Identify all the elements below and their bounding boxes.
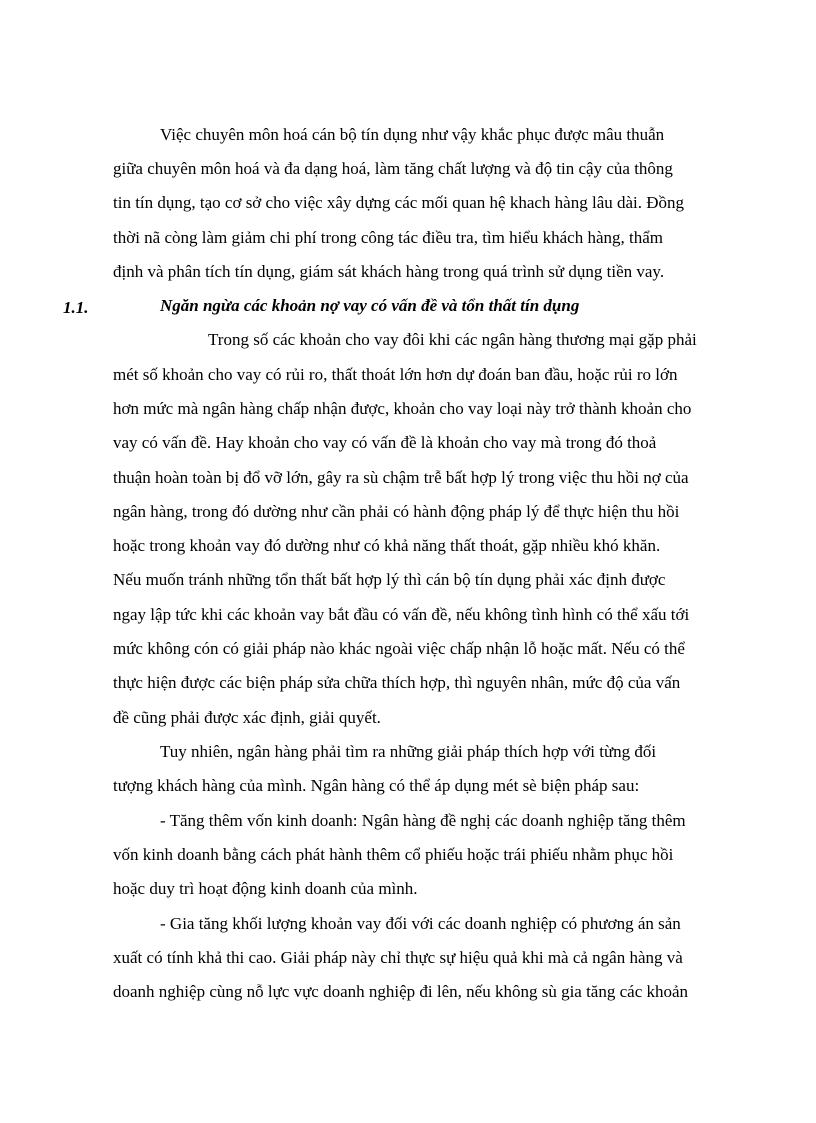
- paragraph-line: doanh nghiệp cùng nỗ lực vực doanh nghiệp đi lên, nếu không sù gia tăng các khoản: [113, 982, 689, 1001]
- paragraph-line: mét số khoản cho vay có rủi ro, thất thoát lớn hơn dự đoán ban đầu, hoặc rủi ro lớn: [113, 365, 678, 384]
- paragraph-line: xuất có tính khả thi cao. Giải pháp này chỉ thực sự hiệu quả khi mà cả ngân hàng và: [113, 948, 683, 967]
- paragraph-line: thuận hoàn toàn bị đổ vỡ lớn, gây ra sù chậm trễ bất hợp lý trong việc thu hồi nợ của: [113, 468, 689, 487]
- paragraph-line: giữa chuyên môn hoá và đa dạng hoá, làm tăng chất lượng và độ tin cậy của thông: [113, 159, 673, 178]
- paragraph-line: Trong số các khoản cho vay đôi khi các ngân hàng thương mại gặp phải: [208, 330, 697, 349]
- paragraph-line: vay có vấn đề. Hay khoản cho vay có vấn đề là khoản cho vay mà trong đó thoả: [113, 433, 657, 452]
- paragraph-line: mức không cón có giải pháp nào khác ngoài việc chấp nhận lỗ hoặc mất. Nếu có thể: [113, 639, 685, 658]
- paragraph-line: Nếu muốn tránh những tổn thất bất hợp lý thì cán bộ tín dụng phải xác định được: [113, 570, 666, 589]
- paragraph-line: tin tín dụng, tạo cơ sở cho việc xây dựng các mối quan hệ khach hàng lâu dài. Đồng: [113, 193, 685, 212]
- paragraph-line: - Gia tăng khối lượng khoản vay đối với các doanh nghiệp có phương án sản: [160, 914, 681, 933]
- paragraph-line: định và phân tích tín dụng, giám sát khách hàng trong quá trình sử dụng tiền vay.: [113, 262, 665, 281]
- paragraph-line: - Tăng thêm vốn kinh doanh: Ngân hàng đề nghị các doanh nghiệp tăng thêm: [160, 811, 686, 830]
- paragraph-line: hoặc trong khoản vay đó dường như có khả năng thất thoát, gặp nhiều khó khăn.: [113, 536, 661, 555]
- paragraph-line: đề cũng phải được xác định, giải quyết.: [113, 708, 381, 727]
- paragraph-line: Tuy nhiên, ngân hàng phải tìm ra những giải pháp thích hợp với từng đối: [160, 742, 657, 761]
- paragraph-line: hơn mức mà ngân hàng chấp nhận được, khoản cho vay loại này trở thành khoản cho: [113, 399, 692, 418]
- paragraph-line: thời nã còng làm giảm chi phí trong công tác điều tra, tìm hiểu khách hàng, thẩm: [113, 228, 664, 247]
- paragraph-line: ngân hàng, trong đó dường như cần phải có hành động pháp lý để thực hiện thu hồi: [113, 502, 680, 521]
- paragraph-line: tượng khách hàng của mình. Ngân hàng có thể áp dụng mét sè biện pháp sau:: [113, 776, 640, 795]
- paragraph-line: ngay lập tức khi các khoản vay bắt đầu có vấn đề, nếu không tình hình có thể xấu tới: [113, 605, 690, 624]
- paragraph-line: vốn kinh doanh bằng cách phát hành thêm cổ phiếu hoặc trái phiếu nhằm phục hồi: [113, 845, 674, 864]
- section-number: 1.1.: [63, 298, 89, 317]
- paragraph-line: thực hiện được các biện pháp sửa chữa thích hợp, thì nguyên nhân, mức độ của vấn: [113, 673, 681, 692]
- section-title: Ngăn ngừa các khoản nợ vay có vấn đề và tổn thất tín dụng: [160, 296, 580, 315]
- paragraph-line: Việc chuyên môn hoá cán bộ tín dụng như vậy khắc phục được mâu thuẫn: [160, 125, 665, 144]
- paragraph-line: hoặc duy trì hoạt động kinh doanh của mình.: [113, 879, 418, 898]
